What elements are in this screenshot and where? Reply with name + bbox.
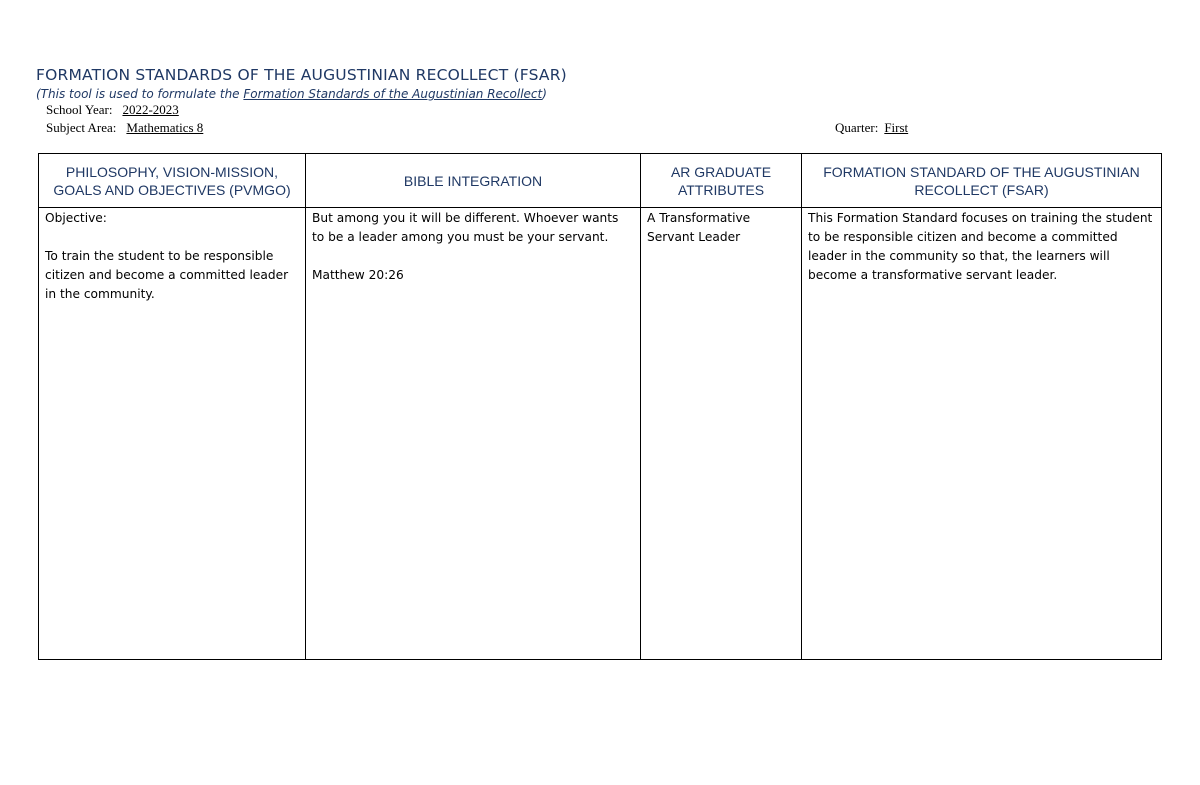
subject-area-label: Subject Area: <box>46 120 117 135</box>
school-year-value: 2022-2023 <box>122 102 179 117</box>
bible-reference: Matthew 20:26 <box>312 268 404 282</box>
cell-bible-integration <box>306 208 641 660</box>
subtitle-suffix: ) <box>542 87 547 101</box>
cell-fsar <box>802 208 1162 660</box>
subject-area-value: Mathematics 8 <box>126 120 204 135</box>
table-row <box>39 208 1162 660</box>
cell-pvmgo <box>39 208 306 660</box>
header-fsar: FORMATION STANDARD OF THE AUGUSTINIAN RECOLLECT (FSAR) <box>802 154 1162 208</box>
header-pvmgo: PHILOSOPHY, VISION-MISSION, GOALS AND OBJECTIVES (PVMGO) <box>39 154 306 208</box>
quarter-value: First <box>884 120 909 135</box>
header-bible-integration: BIBLE INTEGRATION <box>306 154 641 208</box>
table-header-row <box>39 154 1162 208</box>
document-title: FORMATION STANDARDS OF THE AUGUSTINIAN RECOLLECT (FSAR) <box>36 66 567 84</box>
quarter-label: Quarter: <box>835 120 879 135</box>
subtitle-link: Formation Standards of the Augustinian Recollect <box>243 87 543 101</box>
fsar-table <box>38 153 1162 660</box>
objective-heading: Objective: <box>45 211 107 225</box>
school-year-line <box>46 102 179 118</box>
quarter-line <box>835 120 908 136</box>
cell-ar-graduate-attributes <box>641 208 802 660</box>
document-subtitle <box>36 87 547 101</box>
graduate-attribute-text: A Transformative Servant Leader <box>647 211 751 244</box>
objective-text: To train the student to be responsible citizen and become a committed leader in the community. <box>45 249 289 301</box>
subject-area-line <box>46 120 203 136</box>
fsar-text: This Formation Standard focuses on training the student to be responsible citizen and become a committed leader in the community so that, the learners will become a transformative servant leader. <box>808 211 1153 282</box>
subtitle-prefix: (This tool is used to formulate the <box>36 87 244 101</box>
header-ar-graduate-attributes: AR GRADUATE ATTRIBUTES <box>641 154 802 208</box>
school-year-label: School Year: <box>46 102 113 117</box>
bible-verse-text: But among you it will be different. Whoever wants to be a leader among you must be your servant. <box>312 211 619 244</box>
